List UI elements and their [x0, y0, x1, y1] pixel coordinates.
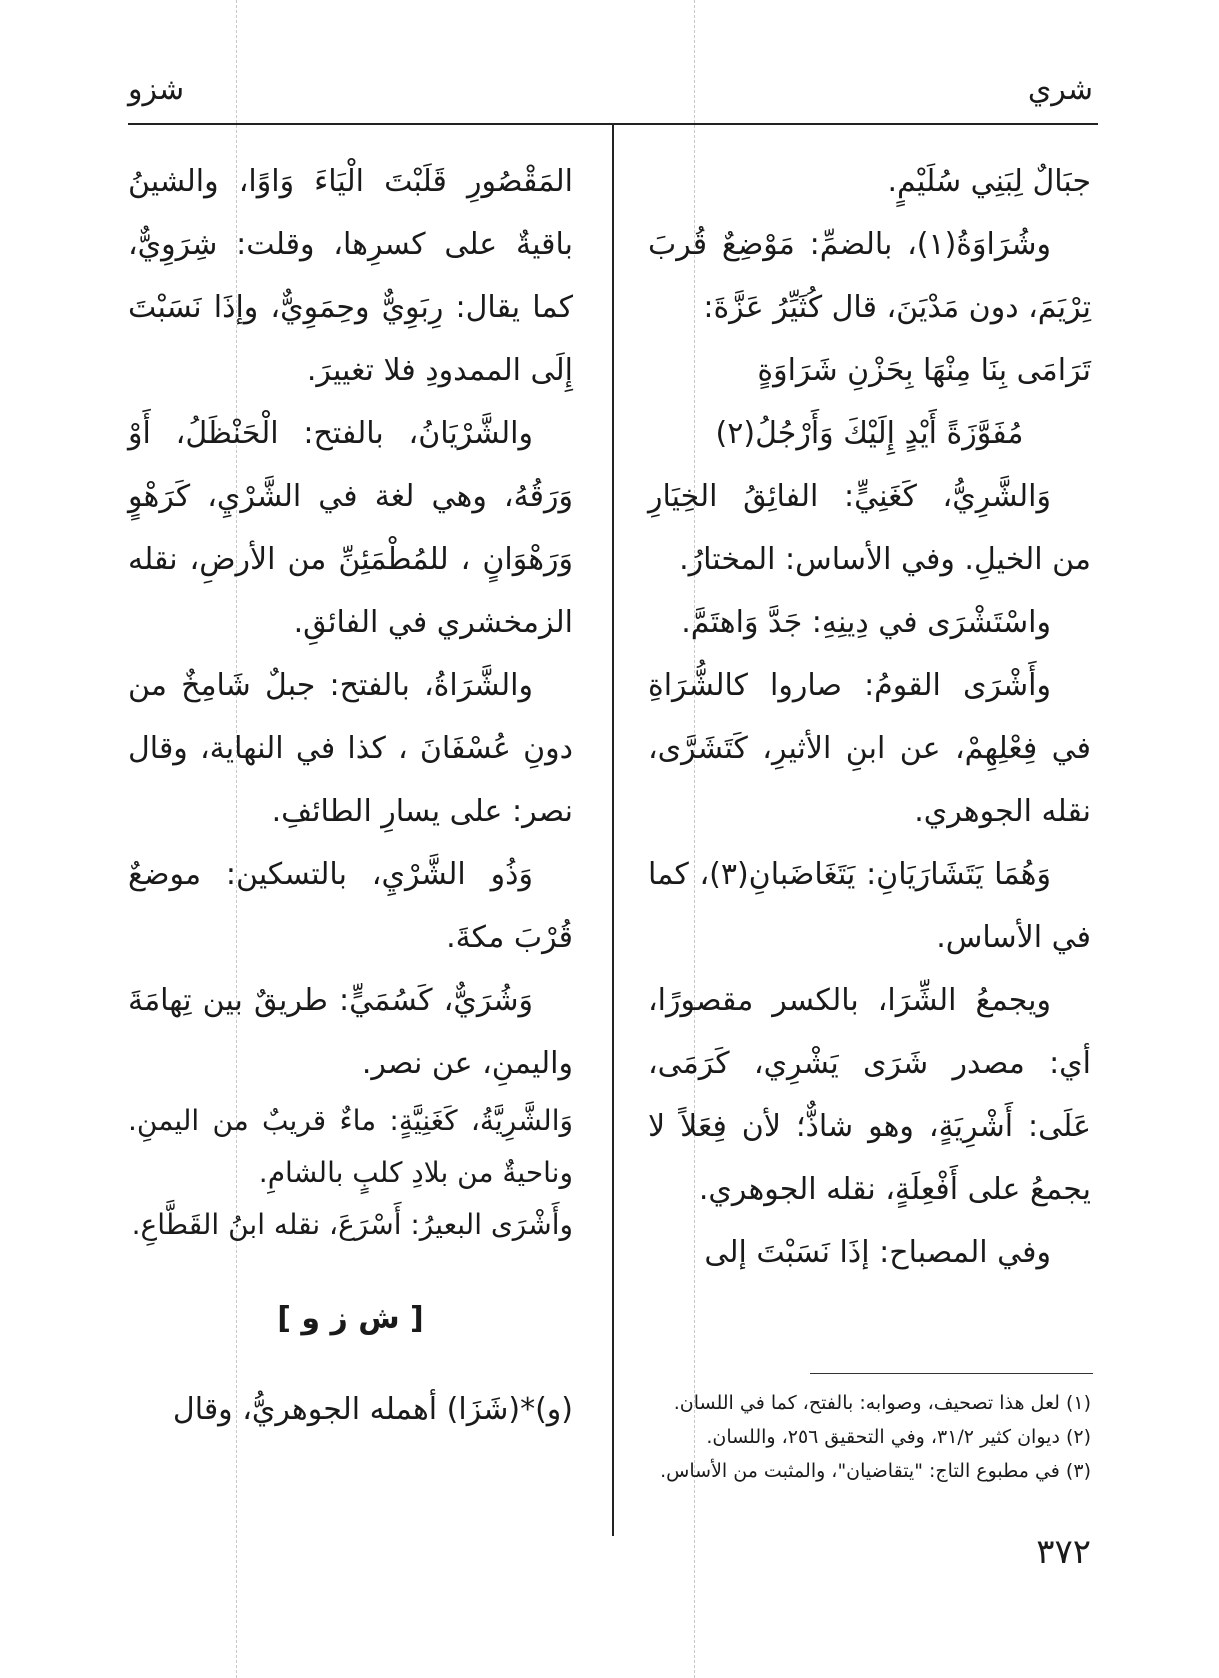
paragraph: واسْتَشْرَى في دِينِهِ: جَدَّ وَاهتَمَّ.	[681, 605, 1051, 640]
column-divider	[612, 124, 614, 1536]
paragraph: (و)*(شَزَا) أهمله الجوهريُّ، وقال	[172, 1392, 573, 1427]
paragraph: وَالشَّرِيُّ، كَغَنِيٍّ: الفائِقُ الخِيَارِ من الخيلِ. وفي الأساس: المختارُ.	[648, 479, 1091, 577]
paragraph: تَرَامَى بِنَا مِنْهَا بِحَزْنِ شَرَاوَةٍ	[757, 353, 1091, 388]
paragraph: مُفَوَّزَةً أَيْدٍ إِلَيْكَ وَأَرْجُلُ(٢)	[715, 416, 1024, 451]
paragraph: وفي المصباح: إذَا نَسَبْتَ إلى	[704, 1235, 1051, 1270]
footnote: (٢) ديوان كثير ٣١/٢، وفي التحقيق ٢٥٦، واللسان.	[706, 1426, 1091, 1448]
paragraph: جبَالٌ لِبَنِي سُلَيْمٍ.	[887, 164, 1091, 199]
paragraph: وشُرَاوَةُ(١)، بالضمِّ: مَوْضِعٌ قُربَ تِرْيَمَ، دون مَدْيَنَ، قال كُثَيِّرُ عَزَّةَ:	[648, 227, 1091, 325]
header-entry-left: شزو	[128, 72, 185, 107]
paragraph: وأَشْرَى القومُ: صاروا كالشُّرَاةِ في فِعْلِهِمْ، عن ابنِ الأثيرِ، كَتَشَرَّى، نقله الجوهري.	[648, 668, 1091, 829]
footnote-rule	[810, 1373, 1093, 1374]
section-heading: [ ش ز و ]	[277, 1301, 424, 1336]
footnote: (٣) في مطبوع التاج: "يتقاضيان"، والمثبت من الأساس.	[660, 1460, 1091, 1482]
paragraph: وَشُرَيٌّ، كَسُمَيٍّ: طريقٌ بين تِهامَةَ واليمنِ، عن نصر.	[128, 983, 573, 1081]
paragraph: ويجمعُ الشِّرَا، بالكسر مقصورًا، أي: مصدر شَرَى يَشْرِي، كَرَمَى، عَلَى: أَشْرِيَةٍ، وهو شاذٌّ؛ لأن فِعَلاً لا يجمعُ على أَفْعِلَةٍ، نقله الجوهري.	[648, 983, 1091, 1207]
footnotes	[648, 1386, 1091, 1488]
paragraph: وأَشْرَى البعيرُ: أَسْرَعَ، نقله ابنُ القَطَّاعِ.	[131, 1208, 573, 1241]
paragraph: المَقْصُورِ قَلَبْتَ الْيَاءَ وَاوًا، والشينُ باقيةٌ على كسرِها، وقلت: شِرَوِيٌّ، كما يقال: رِبَوِيٌّ وحِمَوِيٌّ، وإذَا نَسَبْتَ إِلَى الممدودِ فلا تغييرَ.	[128, 164, 573, 388]
page-number: ٣٧٢	[1036, 1532, 1091, 1572]
footnote: (١) لعل هذا تصحيف، وصوابه: بالفتح، كما في اللسان.	[673, 1392, 1091, 1414]
right-column	[648, 150, 1091, 1284]
header-entry-right: شري	[1027, 72, 1093, 107]
paragraph: والشَّرْيَانُ، بالفتح: الْحَنْظَلُ، أَوْ وَرَقُهُ، وهي لغة في الشَّرْيِ، كَرَهْوٍ وَرَهْوَانٍ ، للمُطْمَئِنِّ من الأرضِ، نقله الزمخشري في الفائقِ.	[128, 416, 573, 640]
paragraph: وَذُو الشَّرْيِ، بالتسكين: موضعٌ قُرْبَ مكةَ.	[128, 857, 573, 955]
paragraph: وَالشَّرِيَّةُ، كَغَنِيَّةٍ: ماءٌ قريبٌ من اليمنِ. وناحيةٌ من بلادِ كلبٍ بالشامِ.	[128, 1104, 573, 1189]
paragraph: والشَّرَاةُ، بالفتح: جبلٌ شَامِخٌ من دونِ عُسْفَانَ ، كذا في النهاية، وقال نصر: على يسارِ الطائفِ.	[128, 668, 573, 829]
paragraph: وَهُمَا يَتَشَارَيَانِ: يَتَغَاضَبانِ(٣)، كما في الأساس.	[648, 857, 1091, 955]
left-column	[128, 150, 573, 1441]
running-header	[128, 72, 1093, 112]
